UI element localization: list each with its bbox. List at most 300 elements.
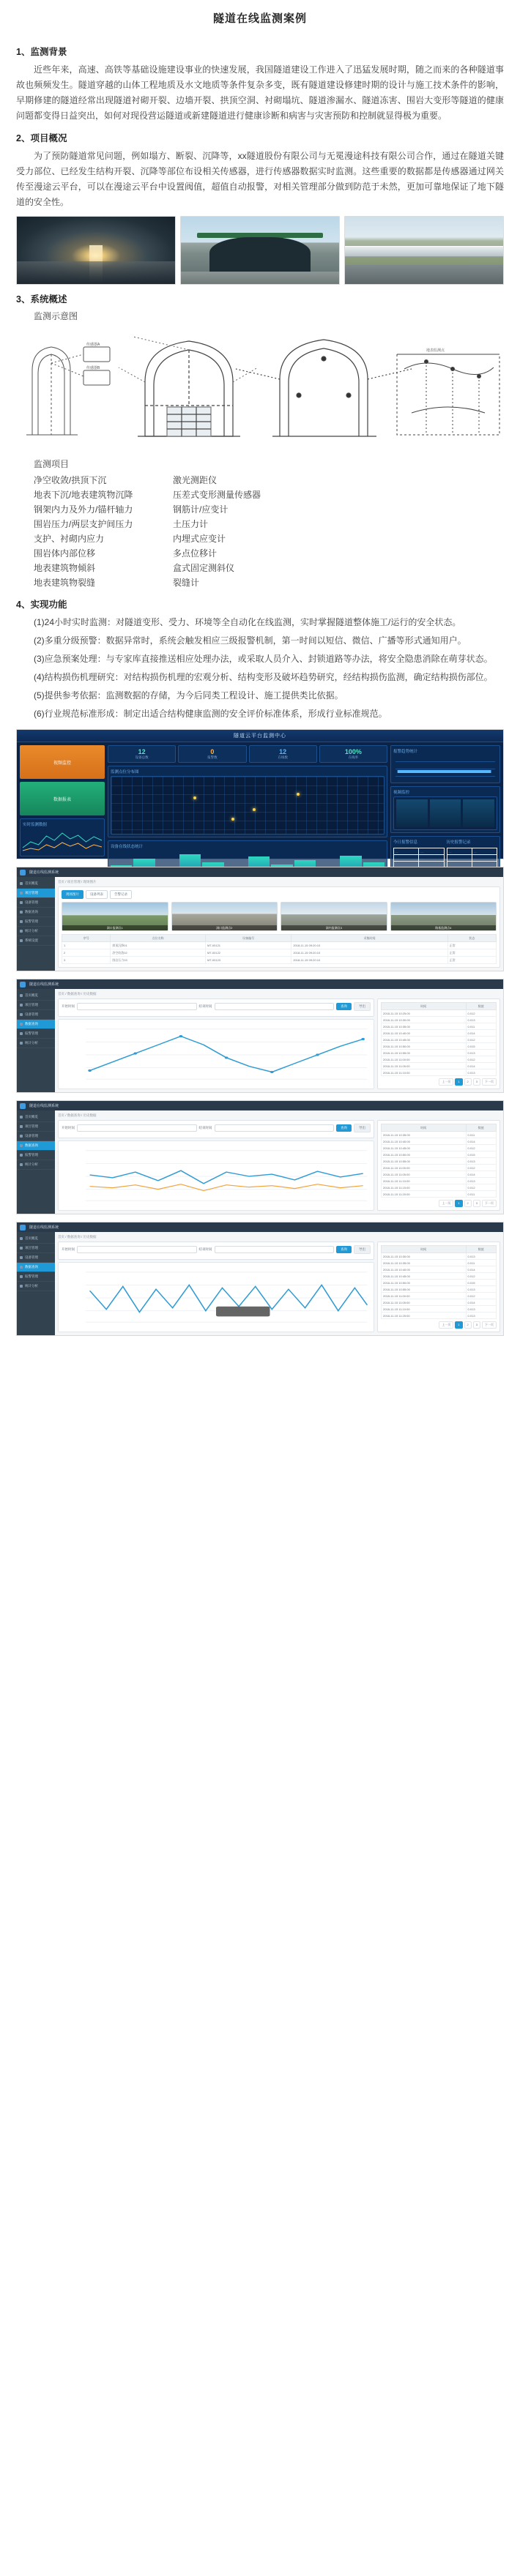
table-cell: 2018-11-15 09:20:10 (291, 942, 447, 949)
table-row[interactable] (382, 1184, 497, 1191)
chart-icon (20, 1042, 23, 1045)
sidebar-item-project[interactable] (17, 1001, 55, 1010)
query-button[interactable]: 查询 (336, 1124, 352, 1132)
start-time-label: 开始时间 (62, 1126, 75, 1130)
table-row[interactable] (382, 1056, 497, 1063)
table-row[interactable] (382, 1017, 497, 1023)
table-row[interactable] (382, 1286, 497, 1293)
pager-page-1[interactable]: 1 (455, 1078, 462, 1086)
sidebar-item-project[interactable] (17, 1122, 55, 1132)
items-label: 监测项目 (34, 459, 70, 469)
tunnel-entrance-photo (180, 216, 340, 285)
tunnel-interior-photo (16, 216, 176, 285)
admin-title: 隧道在线监测系统 (29, 870, 59, 875)
data-table-card (377, 1120, 500, 1211)
table-cell: 2018-11-15 10:55:00 (382, 1158, 467, 1165)
pagination (381, 1321, 497, 1329)
kpi-label: 在线率 (348, 755, 359, 759)
photo-thumbnail[interactable] (62, 902, 168, 931)
table-cell: 0.013 (466, 1306, 496, 1313)
panel-alarm-lists (390, 836, 500, 871)
table-row[interactable] (382, 1050, 497, 1056)
item-key: 地表下沉/地表建筑物沉降 (34, 490, 133, 500)
start-time-input[interactable] (77, 1003, 197, 1010)
item-value: 激光测距仪 (173, 475, 218, 485)
table-cell: 0.013 (466, 1069, 496, 1076)
sidebar-item-stats[interactable] (17, 1282, 55, 1291)
tab-bar (62, 890, 497, 899)
table-cell: — (394, 862, 419, 868)
entrance-arch (209, 237, 311, 276)
export-button[interactable]: 导出 (354, 1245, 371, 1254)
folder-icon (20, 1004, 23, 1007)
table-row[interactable] (382, 1273, 497, 1280)
table-cell: — (447, 855, 472, 862)
search-icon (20, 1023, 23, 1026)
sidebar-item-label: 项目管理 (25, 1003, 38, 1007)
home-icon (20, 994, 23, 997)
table-row[interactable] (62, 942, 497, 949)
pager-page-1[interactable]: 1 (455, 1200, 462, 1207)
section-system (0, 292, 520, 590)
folder-icon (20, 1247, 23, 1250)
sidebar-item-project[interactable] (17, 889, 55, 898)
guardrail (345, 246, 503, 257)
sidebar-item-label: 项目管理 (25, 891, 38, 895)
table-cell: 围岩压力03 (111, 957, 206, 964)
settlement-chart-screenshot (16, 979, 504, 1093)
table-header: 点位名称 (111, 935, 206, 942)
chart-icon (20, 1285, 23, 1288)
table-cell: 2018-11-15 09:20:10 (291, 957, 447, 964)
kpi-value: 100% (344, 748, 362, 755)
dashboard (17, 730, 503, 867)
data-table (381, 1124, 497, 1198)
sidebar-item-device[interactable] (17, 1010, 55, 1020)
admin-title: 隧道在线监测系统 (29, 982, 59, 987)
table-row[interactable] (382, 1158, 497, 1165)
table-row[interactable] (382, 1299, 497, 1306)
search-icon (20, 1144, 23, 1147)
sidebar-item-label: 数据查询 (25, 1143, 38, 1147)
list-item (16, 517, 504, 531)
table-row[interactable] (382, 1037, 497, 1043)
thumbnail-caption: 洞内监测点3 (281, 925, 387, 930)
sidebar-item-project[interactable] (17, 1244, 55, 1253)
admin-sidebar (17, 877, 55, 971)
video-tile[interactable] (463, 799, 494, 827)
sidebar-item-query[interactable] (17, 1141, 55, 1151)
table-cell: 2018-11-15 11:10:00 (382, 1178, 467, 1184)
sidebar-item-alarm[interactable] (17, 1151, 55, 1160)
sidebar-item-stats[interactable] (17, 927, 55, 936)
table-cell: 2018-11-15 10:45:00 (382, 1145, 467, 1151)
sidebar-item-query[interactable] (17, 1020, 55, 1029)
list-item (16, 575, 504, 590)
table-cell: 拱顶沉降01 (111, 942, 206, 949)
table-cell: — (419, 848, 444, 855)
table-row[interactable] (62, 957, 497, 964)
table-header: 采集时间 (291, 935, 447, 942)
pagination (381, 1200, 497, 1207)
video-tile[interactable] (396, 799, 428, 827)
start-time-input[interactable] (77, 1246, 197, 1253)
sidebar-item-query[interactable] (17, 908, 55, 917)
pager-page-2[interactable]: 2 (464, 1078, 472, 1086)
svg-text:传感器A: 传感器A (86, 343, 100, 347)
admin-sidebar (17, 989, 55, 1092)
folder-icon (20, 892, 23, 895)
sidebar-item-device[interactable] (17, 898, 55, 908)
table-cell: 2018-11-15 10:35:00 (382, 1260, 467, 1266)
table-cell: 正常 (447, 957, 496, 964)
table-cell: 2018-11-15 10:30:00 (382, 1253, 467, 1260)
svg-text:传感器B: 传感器B (86, 366, 100, 370)
table-cell: 2018-11-15 11:05:00 (382, 1063, 467, 1069)
data-table-card (377, 998, 500, 1089)
end-time-label: 结束时间 (198, 1247, 212, 1251)
crack-chart-screenshot (16, 1222, 504, 1336)
table-header: 数值 (466, 1003, 496, 1010)
table-row[interactable] (382, 1010, 497, 1017)
table-cell: 0.012 (466, 1293, 496, 1299)
sidebar-item-home[interactable] (17, 1234, 55, 1244)
table-cell: 0.015 (466, 1151, 496, 1158)
dashboard-right-column (390, 745, 500, 867)
chart-icon (20, 1163, 23, 1166)
chart-page-2 (17, 1101, 503, 1214)
table-row[interactable] (382, 1171, 497, 1178)
map-marker[interactable] (193, 796, 196, 799)
sidebar-item-home[interactable] (17, 1113, 55, 1122)
query-form (58, 1120, 374, 1138)
admin-content (55, 1232, 503, 1335)
chart-layout (58, 998, 500, 1089)
panel-map[interactable] (108, 766, 387, 837)
sidebar-item-alarm[interactable] (17, 1272, 55, 1282)
table-row[interactable] (382, 1178, 497, 1184)
panel-title-device-status: 设备在线状态统计 (111, 845, 144, 849)
admin-sidebar (17, 1232, 55, 1335)
table-cell: 0.011 (466, 1023, 496, 1030)
table-row[interactable] (382, 1069, 497, 1076)
breadcrumb: 首页 / 数据查询 / 历史数据 (58, 992, 97, 996)
sidebar-item-device[interactable] (17, 1132, 55, 1141)
sidebar-item-label: 设备管理 (25, 1134, 38, 1138)
thumbnail-caption: 路基监测点4 (391, 925, 497, 930)
video-grid[interactable] (393, 796, 497, 830)
query-form (58, 1242, 374, 1260)
item-key: 净空收敛/拱顶下沉 (34, 475, 107, 485)
table-row[interactable] (382, 1293, 497, 1299)
item-value: 压差式变形测量传感器 (173, 490, 261, 500)
pager-prev[interactable]: 上一页 (439, 1078, 453, 1086)
chart-column (58, 1242, 374, 1332)
table-row[interactable] (382, 1132, 497, 1138)
chip-icon (20, 901, 23, 904)
table-cell: — (472, 862, 497, 868)
tab-site-photos[interactable]: 现场图片 (62, 890, 83, 899)
start-time-row (62, 1245, 371, 1254)
item-key: 围岩体内部位移 (34, 548, 96, 559)
panel-title-alarm-trend: 报警趋势统计 (393, 750, 418, 754)
video-tile[interactable] (430, 799, 461, 827)
table-header-row (382, 1124, 497, 1132)
table-row[interactable] (382, 1063, 497, 1069)
table-cell: 2018-11-15 11:10:00 (382, 1069, 467, 1076)
item-key: 钢架内力及外力/锚杆轴力 (34, 504, 133, 515)
section-heading-overview: 2、项目概况 (16, 133, 67, 143)
item-value: 盒式固定测斜仪 (173, 563, 235, 573)
item-key: 地表建筑物裂缝 (34, 578, 96, 588)
svg-text:地表监测点: 地表监测点 (426, 348, 445, 353)
table-row[interactable] (382, 1260, 497, 1266)
end-time-input[interactable] (215, 1003, 335, 1010)
table-cell: — (394, 855, 419, 862)
monitoring-items-list (16, 473, 504, 590)
chip-icon (20, 1013, 23, 1016)
photo-thumbnail[interactable] (390, 902, 497, 931)
table-cell: MT-00121 (206, 942, 291, 949)
table-cell: 2018-11-15 10:45:00 (382, 1273, 467, 1280)
table-cell: 2018-11-15 11:25:00 (382, 1313, 467, 1319)
entrance-road (181, 272, 339, 284)
list-item (16, 502, 504, 517)
table-cell: 0.014 (466, 1299, 496, 1306)
pager-page-2[interactable]: 2 (464, 1321, 472, 1329)
table-cell: 2018-11-15 11:05:00 (382, 1299, 467, 1306)
table-cell: 2018-11-15 11:00:00 (382, 1056, 467, 1063)
dashboard-center-column (108, 745, 387, 856)
gear-icon (20, 939, 23, 942)
table-cell: 0.012 (466, 1145, 496, 1151)
table-cell: 0.013 (466, 1313, 496, 1319)
item-value: 多点位移计 (173, 548, 218, 559)
dashboard-body (17, 742, 503, 867)
admin-content (55, 1110, 503, 1214)
road-surface (345, 265, 503, 284)
table-row[interactable] (382, 1313, 497, 1319)
sidebar-item-label: 设备管理 (25, 900, 38, 904)
photo-management-screenshot (16, 867, 504, 971)
table-cell: 0.013 (466, 1286, 496, 1293)
pager-page-3[interactable]: 3 (473, 1321, 480, 1329)
kpi-online-rate (319, 745, 387, 763)
sidebar-item-label: 设备管理 (25, 1012, 38, 1016)
table-cell: 0.015 (466, 1043, 496, 1050)
sidebar-item-label: 报警管理 (25, 1031, 38, 1035)
end-time-input[interactable] (215, 1246, 335, 1253)
page-title: 隧道在线监测案例 (212, 12, 307, 25)
app-logo-icon (20, 870, 26, 876)
sidebar-item-label: 首页概览 (25, 881, 38, 885)
table-cell: 2018-11-15 10:40:00 (382, 1266, 467, 1273)
sidebar-item-label: 数据查询 (25, 1265, 38, 1269)
table-cell: 2018-11-15 11:05:00 (382, 1171, 467, 1178)
pager-prev[interactable]: 上一页 (439, 1321, 453, 1329)
table-cell: — (419, 855, 444, 862)
sidebar-item-home[interactable] (17, 879, 55, 889)
end-time-label: 结束时间 (198, 1126, 212, 1130)
paragraph-function-4: (4)结构损伤机理研究：对结构损伤机理的宏观分析、结构变形及破坏趋势研究，经结构损伤监测，确定结构损伤部位。 (34, 672, 493, 682)
table-row[interactable] (382, 1165, 497, 1171)
admin-main (17, 989, 503, 1092)
sidebar-item-label: 统计分析 (25, 1284, 38, 1288)
table-header: 数值 (466, 1246, 496, 1253)
tab-device-list[interactable]: 设备列表 (86, 890, 108, 899)
table-header-row (382, 1003, 497, 1010)
chart-layout (58, 1120, 500, 1211)
pager-page-1[interactable]: 1 (455, 1321, 462, 1329)
start-time-label: 开始时间 (62, 1004, 75, 1008)
tilt-line-chart (58, 1140, 374, 1211)
table-cell: 0.012 (466, 1037, 496, 1043)
video-monitor-button[interactable]: 视频监控 (20, 745, 105, 779)
table-row[interactable] (382, 1191, 497, 1198)
pager-page-3[interactable]: 3 (473, 1200, 480, 1207)
end-time-input[interactable] (215, 1124, 335, 1132)
dashboard-left-column (20, 745, 105, 856)
item-value: 裂缝计 (173, 578, 200, 588)
pager-next[interactable]: 下一页 (482, 1200, 497, 1207)
list-item (16, 561, 504, 575)
table-row[interactable] (382, 1138, 497, 1145)
table-cell: 0.013 (466, 1178, 496, 1184)
panel-title-map: 监测点位分布图 (111, 770, 139, 774)
section-background (0, 45, 520, 124)
sidebar-item-alarm[interactable] (17, 917, 55, 927)
sidebar-item-home[interactable] (17, 991, 55, 1001)
admin-main (17, 1232, 503, 1335)
admin-sidebar (17, 1110, 55, 1214)
kpi-online-count (249, 745, 317, 763)
table-row[interactable] (382, 1280, 497, 1286)
sidebar-item-stats[interactable] (17, 1160, 55, 1170)
bell-icon (20, 1032, 23, 1035)
data-report-button[interactable]: 数据报表 (20, 782, 105, 815)
kpi-value: 12 (279, 748, 287, 755)
pager-next[interactable]: 下一页 (482, 1321, 497, 1329)
pager-next[interactable]: 下一页 (482, 1078, 497, 1086)
table-cell: 0.015 (466, 1280, 496, 1286)
sidebar-item-label: 首页概览 (25, 993, 38, 997)
table-header: 时间 (382, 1124, 467, 1132)
table-row[interactable] (382, 1043, 497, 1050)
sidebar-item-settings[interactable] (17, 936, 55, 946)
table-row[interactable] (382, 1023, 497, 1030)
map-marker[interactable] (297, 793, 300, 796)
table-cell: 2018-11-15 10:30:00 (382, 1017, 467, 1023)
map-view[interactable] (111, 776, 385, 835)
realtime-line-chart (23, 829, 102, 854)
admin-main (17, 877, 503, 971)
photo-thumbnail[interactable] (281, 902, 387, 931)
data-table-card (377, 1242, 500, 1332)
export-button[interactable]: 导出 (354, 1124, 371, 1132)
kpi-value: 12 (138, 748, 146, 755)
table-cell: 1 (62, 942, 111, 949)
sidebar-item-label: 首页概览 (25, 1115, 38, 1119)
bell-icon (20, 1154, 23, 1157)
export-button[interactable]: 导出 (354, 1002, 371, 1011)
section-overview (0, 131, 520, 285)
kpi-label: 设备总数 (135, 755, 149, 759)
start-time-input[interactable] (77, 1124, 197, 1132)
table-cell: — (472, 855, 497, 862)
paragraph-function-5: (5)提供参考依据：监测数据的存储，为今后同类工程设计、施工提供类比依据。 (34, 690, 343, 701)
table-cell: 2018-11-15 11:00:00 (382, 1293, 467, 1299)
list-item (16, 473, 504, 488)
paragraph-function-6: (6)行业规范标准形成：制定出适合结构健康监测的安全评价标准体系，形成行业标准规范。 (34, 709, 387, 719)
table-cell: 0.011 (466, 1260, 496, 1266)
chart-column (58, 1120, 374, 1211)
table-cell: — (419, 862, 444, 868)
sidebar-item-query[interactable] (17, 1263, 55, 1272)
table-cell: 2018-11-15 10:50:00 (382, 1280, 467, 1286)
panel-video[interactable] (390, 786, 500, 833)
table-row[interactable] (382, 1266, 497, 1273)
sidebar-item-stats[interactable] (17, 1039, 55, 1048)
table-row[interactable] (382, 1030, 497, 1037)
table-cell: 0.013 (466, 1158, 496, 1165)
list-item (16, 531, 504, 546)
tab-alarm-records[interactable]: 告警记录 (110, 890, 132, 899)
table-cell: 正常 (447, 949, 496, 957)
table-row[interactable] (382, 1306, 497, 1313)
table-header-row (62, 935, 497, 942)
pager-page-3[interactable]: 3 (473, 1078, 480, 1086)
data-table (381, 1245, 497, 1319)
photo-row (16, 216, 504, 285)
start-time-label: 开始时间 (62, 1247, 75, 1251)
panel-title-video: 视频监控 (393, 791, 410, 795)
sidebar-item-label: 项目管理 (25, 1246, 38, 1250)
table-row[interactable] (382, 1151, 497, 1158)
table-cell: 2018-11-15 11:20:00 (382, 1191, 467, 1198)
app-logo-icon (20, 1103, 26, 1109)
panel-title-history-alarm: 历史报警记录 (446, 840, 471, 845)
map-marker[interactable] (231, 818, 234, 821)
pager-page-2[interactable]: 2 (464, 1200, 472, 1207)
chip-icon (20, 1256, 23, 1259)
end-time-label: 结束时间 (198, 1004, 212, 1008)
sidebar-item-label: 报警管理 (25, 1274, 38, 1278)
table-row[interactable] (382, 1145, 497, 1151)
table-header: 状态 (447, 935, 496, 942)
table-cell: — (472, 848, 497, 855)
table-cell: 2018-11-15 10:40:00 (382, 1030, 467, 1037)
sidebar-item-label: 首页概览 (25, 1236, 38, 1240)
paragraph-overview-1: 为了预防隧道常见问题，例如塌方、断裂、沉降等，xx隧道股份有限公司与无冕漫途科技有限公司合作，通过在隧道关键受力部位、已经发生结构开裂、沉降等部位布设相关传感器，进行传感器数据实时监测。这些重要的数据都是传感器通过网关传至漫途云平台，可以在漫途云平台中设置阀值，超值自动报警，对相关管理部分做到防范于未然，更加可靠地保证了地下隧道的安全性。 (16, 151, 504, 207)
table-cell: 0.014 (466, 1171, 496, 1178)
kpi-label: 在线数 (278, 755, 288, 759)
dashboard-title: 隧道云平台监测中心 (17, 730, 503, 742)
admin-title: 隧道在线监测系统 (29, 1104, 59, 1108)
panel-title-today-alarm: 今日报警信息 (393, 840, 418, 845)
map-grid (111, 777, 384, 834)
data-table-column (377, 998, 500, 1089)
sidebar-item-alarm[interactable] (17, 1029, 55, 1039)
query-button[interactable]: 查询 (336, 1246, 352, 1253)
settlement-line-chart (58, 1019, 374, 1089)
sidebar-item-device[interactable] (17, 1253, 55, 1263)
table-row[interactable] (382, 1253, 497, 1260)
pager-prev[interactable]: 上一页 (439, 1200, 453, 1207)
query-button[interactable]: 查询 (336, 1003, 352, 1010)
photo-thumbnail[interactable] (171, 902, 278, 931)
table-row[interactable] (62, 949, 497, 957)
admin-title: 隧道在线监测系统 (29, 1225, 59, 1230)
